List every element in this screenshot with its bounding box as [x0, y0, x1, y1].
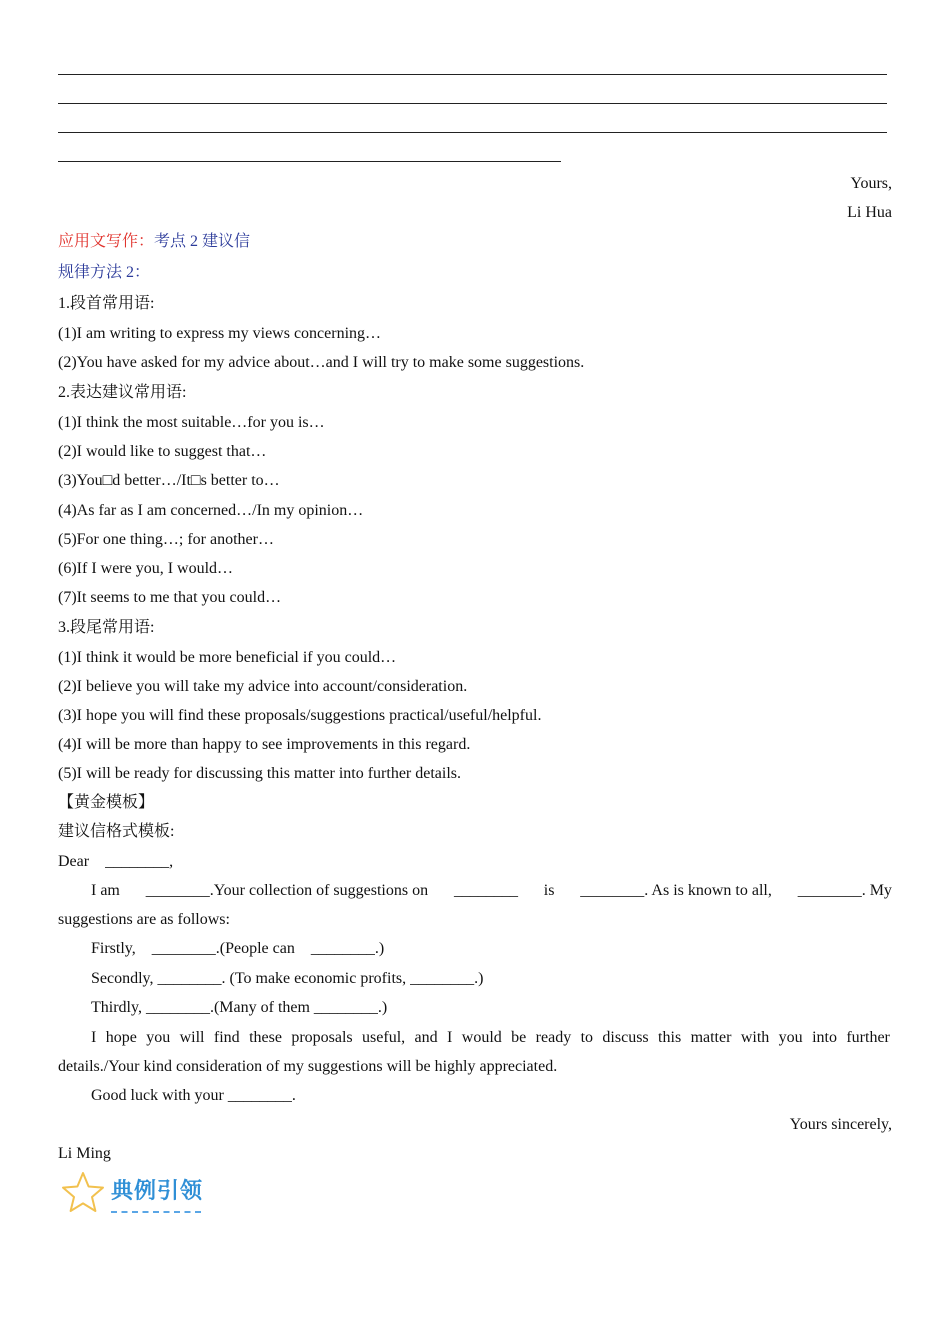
word: these [249, 1029, 282, 1046]
answer-line [58, 74, 887, 75]
closing-name: Li Hua [847, 204, 892, 221]
good-luck-line: Good luck with your ________. [91, 1087, 296, 1104]
list-item: (4)As far as I am concerned…/In my opinion… [58, 502, 364, 519]
word: discuss [602, 1029, 649, 1046]
word: find [213, 1029, 240, 1046]
word: proposals [291, 1029, 353, 1046]
word: will [179, 1029, 205, 1046]
word: ready [535, 1029, 572, 1046]
word: into [812, 1029, 837, 1046]
word: this [658, 1029, 682, 1046]
badge-underline [111, 1211, 201, 1213]
word: hope [105, 1029, 137, 1046]
method-title: 规律方法 2： [58, 264, 151, 281]
list-item: (6)If I were you, I would… [58, 560, 234, 577]
paragraph-one-cont: suggestions are as follows: [58, 911, 230, 928]
word: matter [690, 1029, 732, 1046]
word: be [511, 1029, 527, 1046]
word: to [580, 1029, 594, 1046]
secondly-line: Secondly, ________. (To make economic profits, ________.) [91, 970, 484, 987]
list-item: (2)You have asked for my advice about…and I will try to make some suggestions. [58, 354, 585, 371]
template-subheading: 建议信格式模板: [58, 823, 175, 840]
text-segment: I am [91, 882, 120, 899]
answer-line [58, 103, 887, 104]
paragraph-one-line [91, 881, 892, 901]
salutation: Dear ________, [58, 853, 174, 870]
signature: Li Ming [58, 1145, 111, 1162]
template-heading: 【黄金模板】 [58, 794, 155, 811]
word: you [778, 1029, 803, 1046]
text-segment: is [543, 882, 555, 899]
opening-heading: 1.段首常用语: [58, 295, 155, 312]
section-topic: 考点 2 建议信 [154, 233, 251, 250]
answer-line [58, 161, 561, 162]
list-item: (5)I will be ready for discussing this matter into further details. [58, 765, 462, 782]
example-badge-label: 典例引领 [111, 1179, 204, 1204]
text-segment: ________. My [797, 882, 892, 899]
list-item: (3)I hope you will find these proposals/suggestions practical/useful/helpful. [58, 707, 542, 724]
list-item: (1)I am writing to express my views concerning… [58, 325, 382, 342]
ending-heading: 3.段尾常用语: [58, 619, 155, 636]
closing-sincerely: Yours sincerely, [789, 1116, 892, 1133]
word: useful, [362, 1029, 406, 1046]
list-item: (7)It seems to me that you could… [58, 589, 282, 606]
firstly-line: Firstly, ________.(People can ________.) [91, 940, 385, 957]
text-segment: ________ [453, 882, 518, 899]
thirdly-line: Thirdly, ________.(Many of them ________.) [91, 999, 388, 1016]
list-item: (2)I believe you will take my advice into account/consideration. [58, 678, 468, 695]
list-item: (1)I think it would be more beneficial if you could… [58, 649, 397, 666]
section-title [58, 232, 250, 252]
word: I [91, 1029, 97, 1046]
list-item: (1)I think the most suitable…for you is… [58, 414, 325, 431]
list-item: (2)I would like to suggest that… [58, 443, 267, 460]
word: would [461, 1029, 502, 1046]
word: and [414, 1029, 438, 1046]
text-segment: ________.Your collection of suggestions on [145, 882, 429, 899]
paragraph-two-cont: details./Your kind consideration of my suggestions will be highly appreciated. [58, 1058, 558, 1075]
word: you [146, 1029, 171, 1046]
list-item: (3)You□d better…/It□s better to… [58, 472, 280, 489]
star-icon [60, 1170, 106, 1216]
list-item: (4)I will be more than happy to see improvements in this regard. [58, 736, 471, 753]
word: further [846, 1029, 890, 1046]
text-segment: ________. As is known to all, [580, 882, 772, 899]
word: with [740, 1029, 770, 1046]
list-item: (5)For one thing…; for another… [58, 531, 274, 548]
closing-yours: Yours, [850, 175, 892, 192]
word: I [447, 1029, 453, 1046]
paragraph-two-line [91, 1028, 890, 1048]
section-label: 应用文写作： [58, 233, 155, 250]
answer-line [58, 132, 887, 133]
suggestions-heading: 2.表达建议常用语: [58, 384, 187, 401]
